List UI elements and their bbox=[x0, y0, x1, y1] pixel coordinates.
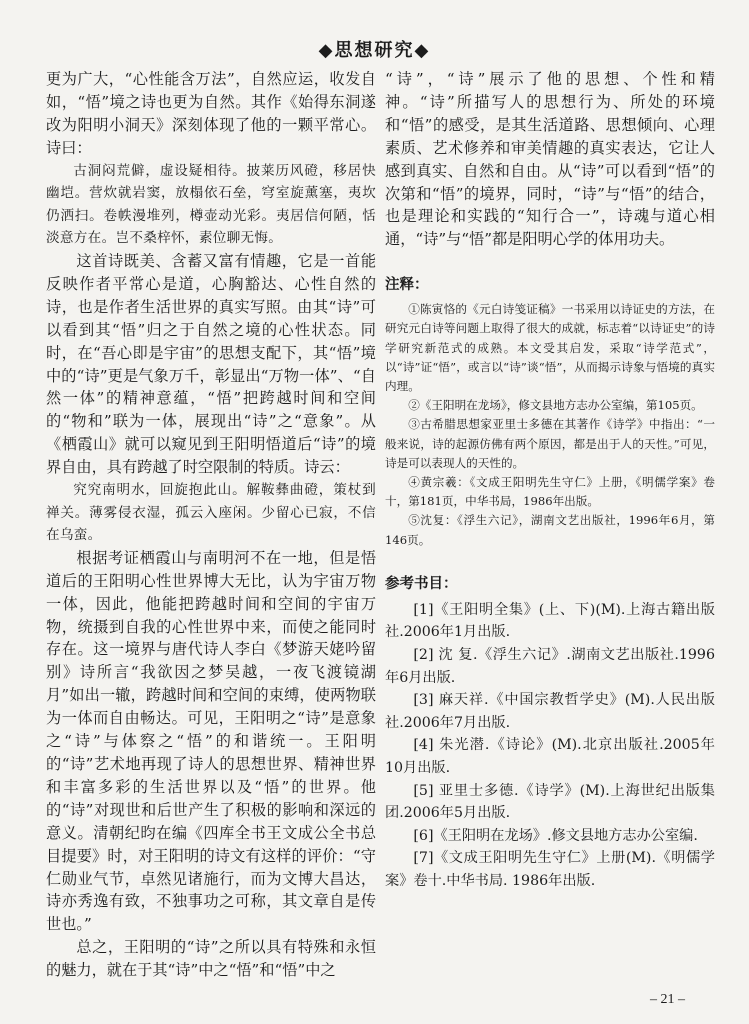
page-number: – 21 – bbox=[650, 992, 685, 1007]
paragraph: 总之，王阳明的“诗”之所以具有特殊和永恒的魅力，就在于其“诗”中之“悟”和“悟”中之 bbox=[46, 938, 376, 980]
note-item: ⑤沈复：《浮生六记》，湖南文艺出版社，1996年6月，第146页。 bbox=[385, 513, 715, 547]
reference-item: [6]《王阳明在龙场》.修文县地方志办公室编. bbox=[413, 827, 698, 844]
notes-heading: 注释： bbox=[385, 276, 429, 294]
note-item: ①陈寅恪的《元白诗笺证稿》一书采用以诗证史的方法，在研究元白诗等问题上取得了很大的成就，标志着“以诗证史”的诗学研究新范式的成熟。本文受其启发，采取“诗学范式”，以“诗”证“悟”，或言以“诗”谈“悟”，从而揭示诗象与悟境的真实内理。 bbox=[385, 302, 715, 394]
reference-item: [2] 沈 复.《浮生六记》.湖南文艺出版社.1996年6月出版. bbox=[385, 647, 715, 686]
section-header: ◆思想研究◆ bbox=[318, 40, 431, 61]
note-item: ④黄宗羲：《文成王阳明先生守仁》上册，《明儒学案》卷十，第181页，中华书局，1986年出版。 bbox=[385, 475, 715, 509]
references-heading: 参考书目： bbox=[385, 574, 458, 592]
paragraph: “诗”，“诗”展示了他的思想、个性和精神。“诗”所描写人的思想行为、所处的环境和“悟”的感受，是其生活道路、思想倾向、心理素质、艺术修养和审美情趣的真实表达，它让人感到真实、自然和自由。从“诗”可以看到“悟”的次第和“悟”的境界，同时，“诗”与“悟”的结合，也是理论和实践的“知行合一”，诗魂与道心相通，“诗”与“悟”都是阳明心学的体用功夫。 bbox=[385, 70, 715, 249]
notes-section bbox=[385, 273, 715, 550]
paragraph: 更为广大，“心性能含万法”，自然应运，收发自如，“悟”境之诗也更为自然。其作《始得东洞遂改为阳明小洞天》深刻体现了他的一颗平常心。诗曰： bbox=[46, 70, 376, 157]
reference-item: [5] 亚里士多德.《诗学》(M).上海世纪出版集团.2006年5月出版. bbox=[385, 782, 715, 822]
left-column bbox=[46, 68, 376, 982]
references-section bbox=[385, 572, 715, 893]
poem-quote: 究究南明水，回旋抱此山。解鞍彝曲磴，策杖到禅关。薄雾侵衣湿，孤云入座闲。少留心已寂，不信在乌蛮。 bbox=[46, 482, 376, 544]
reference-item: [7]《文成王阳明先生守仁》上册(M).《明儒学案》卷十.中华书局. 1986年出版. bbox=[385, 850, 715, 890]
paragraph: 根据考证栖霞山与南明河不在一地，但是悟道后的王阳明心性世界博大无比，认为宇宙万物一体，因此，他能把跨越时间和空间的宇宙万物，统摄到自我的心性世界中来，而使之能同时存在。这一境界与唐代诗人李白《梦游天姥吟留别》诗所言“我欲因之梦吴越，一夜飞渡镜湖月”如出一辙，跨越时间和空间的束缚，使两物联为一体而自由畅达。可见，王阳明之“诗”是意象之“诗”与体察之“悟”的和谐统一。王阳明的“诗”艺术地再现了诗人的思想世界、精神世界和丰富多彩的生活世界以及“悟”的世界。他的“诗”对现世和后世产生了积极的影响和深远的意义。清朝纪昀在编《四库全书王文成公全书总目提要》时，对王阳明的诗文有这样的评价：“守仁勋业气节，卓然见诸施行，而为文博大昌达，诗亦秀逸有致，不独事功之可称，其文章自是传世也。” bbox=[46, 548, 376, 934]
reference-item: [3] 麻天祥.《中国宗教哲学史》(M).人民出版社.2006年7月出版. bbox=[385, 692, 715, 731]
poem-quote: 古洞闷荒僻，虚设疑相待。披莱历风磴，移居快幽垲。营炊就岩窦，放榻依石垒，穹室旋薰塞，夷坎仍洒扫。卷帙漫堆列，樽壶动光彩。夷居信何陋，恬淡意方在。岂不桑梓怀，素位聊无悔。 bbox=[46, 162, 376, 247]
paragraph: 这首诗既美、含蓄又富有情趣，它是一首能反映作者平常心是道，心胸豁达、心性自然的诗，也是作者生活世界的真实写照。由其“诗”可以看到其“悟”归之于自然之境的心性状态。同时，在“吾心即是宇宙”的思想支配下，其“悟”境中的“诗”更是气象万千，彰显出“万物一体”、“自然一体”的精神意蕴，“悟”把跨越时间和空间的“物和”联为一体，展现出“诗”之“意象”。从《栖霞山》就可以窥见到王阳明悟道后“诗”的境界自由，具有跨越了时空限制的特质。诗云： bbox=[46, 252, 376, 477]
note-item: ③古希腊思想家亚里士多德在其著作《诗学》中指出：“一般来说，诗的起源仿佛有两个原因，都是出于人的天性。”可见，诗是可以表现人的天性的。 bbox=[385, 417, 715, 470]
right-column bbox=[385, 68, 715, 893]
reference-item: [4] 朱光潜.《诗论》(M).北京出版社.2005年10月出版. bbox=[385, 737, 715, 777]
reference-item: [1]《王阳明全集》(上、下)(M).上海古籍出版社.2006年1月出版. bbox=[385, 601, 715, 641]
note-item: ②《王阳明在龙场》，修文县地方志办公室编，第105页。 bbox=[408, 398, 703, 413]
